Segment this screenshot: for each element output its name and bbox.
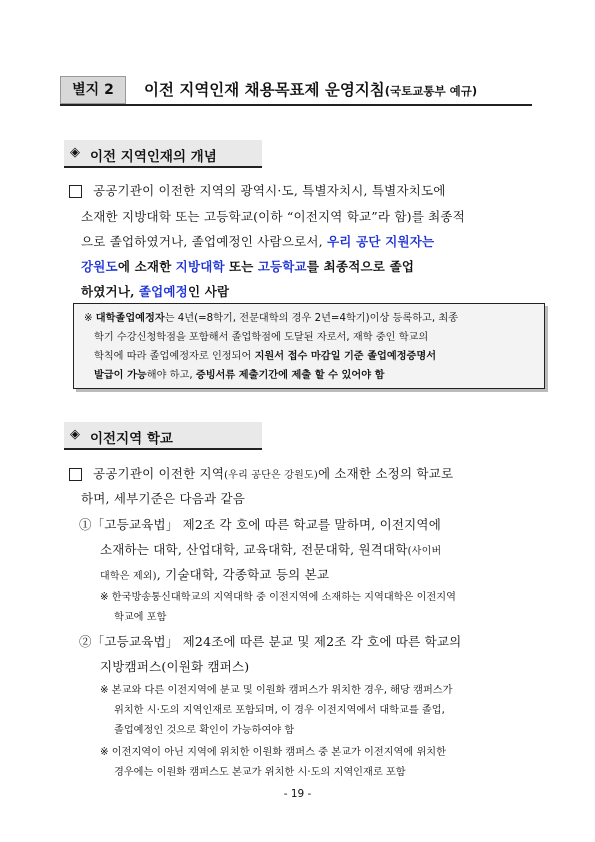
para-line: 공공기관이 이전한 지역의 광역시·도, 특별자치시, 특별자치도에 xyxy=(93,183,446,198)
para-line: 대학은 제외), 기술대학, 각종학교 등의 본교 xyxy=(100,567,330,582)
diamond-icon: ◈ xyxy=(70,145,80,160)
note-line: 졸업예정인 것으로 확인이 가능하여야 함 xyxy=(114,725,295,736)
list-item-1: ①「고등교육법」 제2조 각 호에 따른 학교를 말하며, 이전지역에 xyxy=(79,517,441,532)
title-main: 이전 지역인재 채용목표제 운영지침 xyxy=(144,81,385,99)
highlight-text: 지방대학 xyxy=(175,259,225,274)
note-line: 경우에는 이원화 캠퍼스도 본교가 위치한 시·도의 지역인재로 포함 xyxy=(114,767,406,778)
diamond-icon: ◈ xyxy=(70,427,80,442)
para-line: 공공기관이 이전한 지역(우리 공단은 강원도)에 소재한 소정의 학교로 xyxy=(93,466,454,481)
section-title: 이전 지역인재의 개념 xyxy=(90,149,217,165)
checkbox-bullet-icon xyxy=(69,468,82,481)
checkbox-bullet-icon xyxy=(69,185,82,198)
section-header-schools xyxy=(64,422,262,450)
highlight-text: 졸업예정 xyxy=(138,284,188,299)
note-line: ※ 대학졸업예정자는 4년(=8학기, 전문대학의 경우 2년=4학기)이상 등록하고, 최종 xyxy=(84,313,459,324)
para-line: 지방캠퍼스(이원화 캠퍼스) xyxy=(100,659,250,674)
item-number: ① xyxy=(79,517,92,532)
title-sub: (국토교통부 예규) xyxy=(384,84,478,98)
para-line: 소재한 지방대학 또는 고등학교(이하 “이전지역 학교”라 함)를 최종적 xyxy=(81,209,465,224)
note-line: 학기 수강신청학점을 포함해서 졸업학점에 도달된 자로서, 재학 중인 학교의 xyxy=(94,332,429,343)
para-line: 소재하는 대학, 산업대학, 교육대학, 전문대학, 원격대학(사이버 xyxy=(100,542,442,557)
highlight-text: 강원도 xyxy=(81,259,118,274)
note-line: 위치한 시·도의 지역인재로 포함되며, 이 경우 이전지역에서 대학교를 졸업, xyxy=(114,705,445,716)
highlight-text: 우리 공단 지원자는 xyxy=(327,234,435,249)
highlight-text: 고등학교 xyxy=(257,259,307,274)
para-line: 강원도에 소재한 지방대학 또는 고등학교를 최종적으로 졸업 xyxy=(81,259,415,274)
item-number: ② xyxy=(79,634,92,649)
para-line: 하며, 세부기준은 다음과 같음 xyxy=(81,491,245,506)
note-line: 학칙에 따라 졸업예정자로 인정되어 지원서 접수 마감일 기준 졸업예정증명서 xyxy=(94,351,437,362)
section-title: 이전지역 학교 xyxy=(90,431,173,447)
note-line: ※ 이전지역이 아닌 지역에 위치한 이원화 캠퍼스 중 본교가 이전지역에 위치한 xyxy=(100,747,446,758)
para-line: 하였거나, 졸업예정인 사람 xyxy=(81,284,230,299)
note-line: ※ 한국방송통신대학교의 지역대학 중 이전지역에 소재하는 지역대학은 이전지역 xyxy=(100,592,456,603)
document-title xyxy=(144,78,477,100)
list-item-2: ②「고등교육법」 제24조에 따른 분교 및 제2조 각 호에 따른 학교의 xyxy=(79,634,462,649)
page-number: - 19 - xyxy=(283,788,312,800)
note-line: 학교에 포함 xyxy=(114,612,167,623)
note-line: ※ 본교와 다른 이전지역에 분교 및 이원화 캠퍼스가 위치한 경우, 해당 캠퍼스가 xyxy=(100,685,453,696)
note-line: 발급이 가능해야 하고, 증빙서류 제출기간에 제출 할 수 있어야 함 xyxy=(94,370,385,381)
appendix-badge: 별지 2 xyxy=(60,76,126,104)
section-header-concept xyxy=(64,140,262,168)
para-line: 으로 졸업하였거나, 졸업예정인 사람으로서, 우리 공단 지원자는 xyxy=(81,234,435,249)
document-title-bar xyxy=(60,72,532,106)
note-box xyxy=(73,303,545,389)
title-underline xyxy=(60,104,532,106)
